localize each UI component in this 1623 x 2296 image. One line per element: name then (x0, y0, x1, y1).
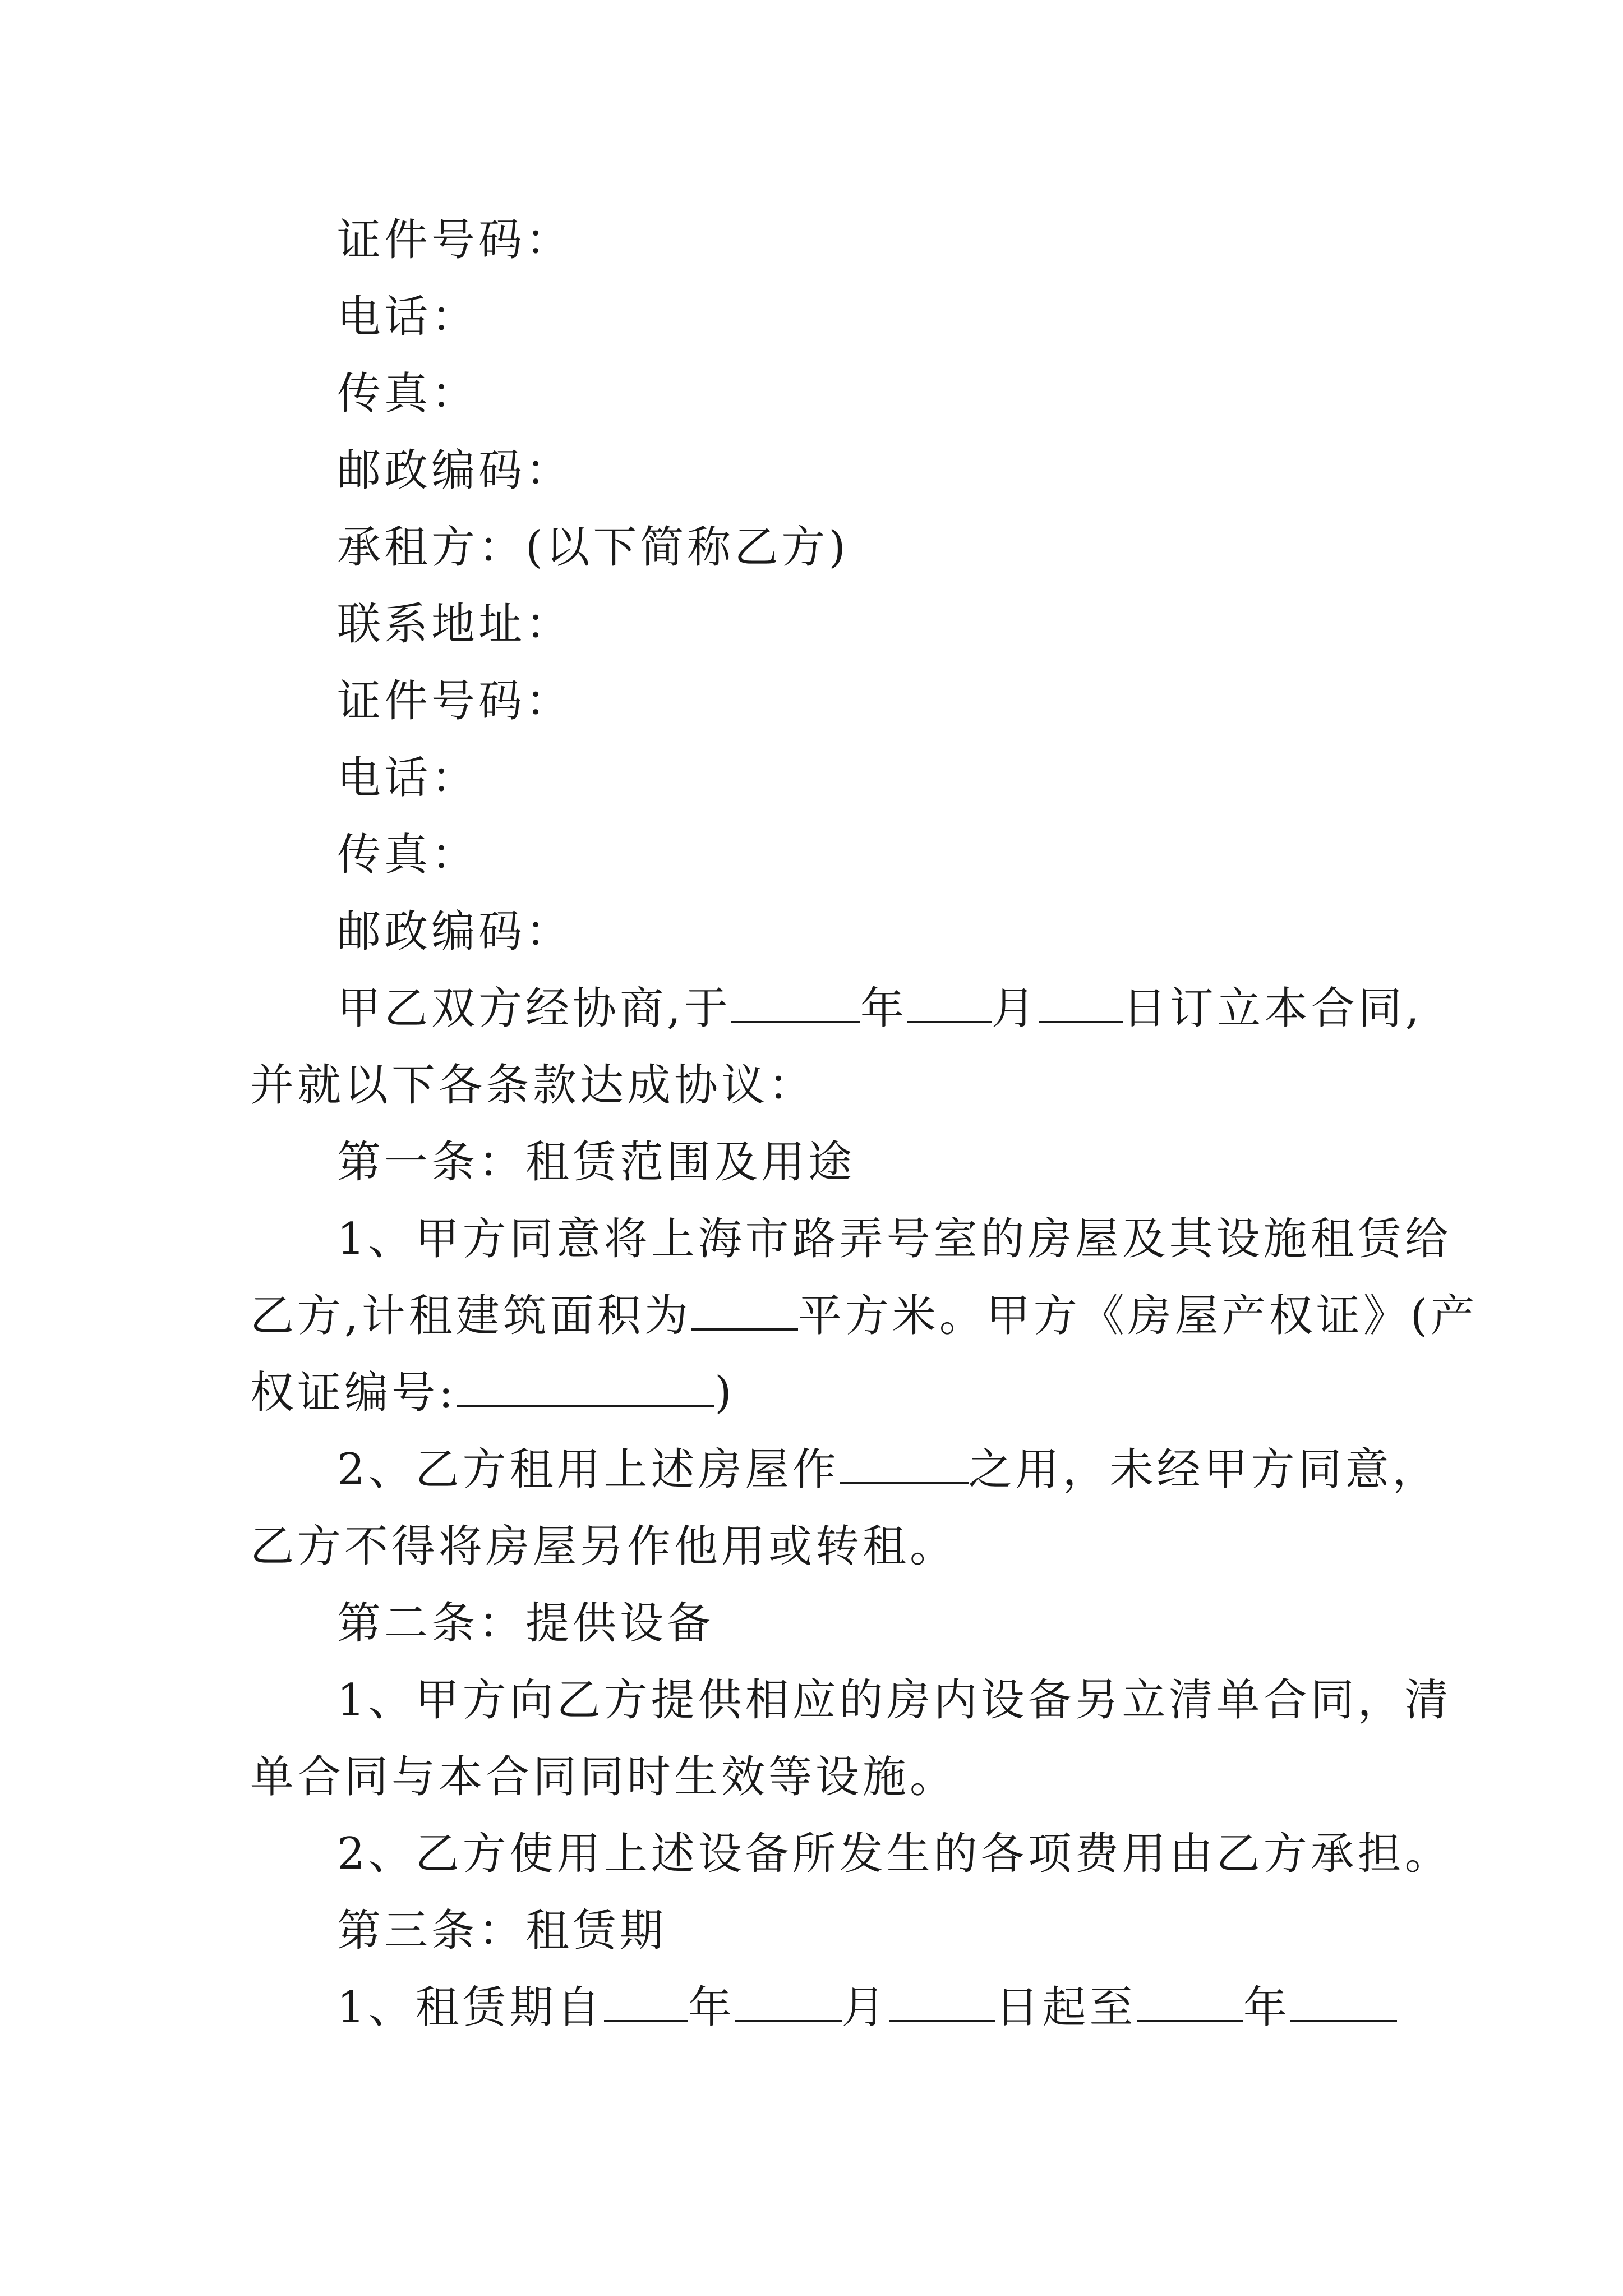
contract-text (250, 202, 1478, 2046)
lessee-address-label: 联系地址： (337, 599, 573, 650)
certificate-number-blank (457, 1366, 714, 1407)
article1-heading: 第一条：租赁范围及用途 (337, 1137, 856, 1188)
article1-certificate-text: 平方米。甲方《房屋产权证》(产 (797, 1291, 1478, 1341)
start-year-blank (604, 1981, 688, 2022)
article2-item1-line2: 单合同与本合同同时生效等设施。 (250, 1752, 957, 1802)
intro-line-2: 并就以下各条款达成协议： (250, 1060, 816, 1111)
start-month-blank (735, 1981, 842, 2022)
lessee-id-number-label: 证件号码： (337, 676, 573, 726)
article1-usage-text-2: 之用，未经甲方同意， (968, 1444, 1440, 1495)
lessor-fax-label: 传真： (337, 369, 479, 419)
start-day-blank (889, 1981, 995, 2022)
article3-heading: 第三条：租赁期 (337, 1906, 667, 1956)
certificate-number-label: 权证编号: (250, 1368, 457, 1418)
article1-item2-line1 (250, 1432, 1440, 1508)
area-blank (691, 1289, 798, 1331)
article1-usage-text: 2、乙方租用上述房屋作 (337, 1444, 840, 1495)
intro-text: 甲乙双方经协商,于 (337, 983, 731, 1034)
intro-month-blank (907, 982, 992, 1023)
article1-item1-line3 (250, 1355, 1383, 1432)
end-month-blank (1290, 1981, 1397, 2022)
certificate-close-paren: ) (714, 1368, 735, 1418)
lessee-fax-label: 传真： (337, 830, 479, 880)
article1-item2-line2: 乙方不得将房屋另作他用或转租。 (250, 1521, 957, 1572)
end-year-label: 年 (1243, 1982, 1290, 2033)
start-month-label: 月 (841, 1982, 889, 2033)
intro-year-blank (731, 982, 860, 1023)
article2-item2: 2、乙方使用上述设备所发生的各项费用由乙方承担。 (337, 1829, 1452, 1879)
lease-period-text: 1、租赁期自 (337, 1982, 604, 2033)
end-year-blank (1137, 1981, 1243, 2022)
lessee-phone-label: 电话： (337, 753, 479, 803)
article1-item1-line1: 1、甲方同意将上海市路弄号室的房屋及其设施租赁给 (337, 1214, 1452, 1264)
start-year-label: 年 (688, 1982, 735, 2033)
article3-item1 (250, 1970, 1383, 2046)
article2-item1-line1: 1、甲方向乙方提供相应的房内设备另立清单合同，清 (337, 1675, 1452, 1726)
intro-day-blank (1039, 982, 1123, 1023)
lessee-postcode-label: 邮政编码： (337, 907, 573, 957)
usage-blank (840, 1443, 969, 1484)
lessor-id-number-label: 证件号码： (337, 215, 573, 265)
intro-line-1 (250, 970, 1423, 1047)
lessor-postcode-label: 邮政编码： (337, 445, 573, 496)
article1-item1-line2 (250, 1278, 1478, 1355)
article2-heading: 第二条：提供设备 (337, 1598, 714, 1649)
lessee-title: 承租方：(以下简称乙方) (337, 522, 849, 573)
start-day-label: 日起至 (995, 1982, 1137, 2033)
intro-month-label: 月 (991, 983, 1039, 1034)
intro-year-label: 年 (860, 983, 907, 1034)
lessor-phone-label: 电话： (337, 292, 479, 342)
article1-area-text: 乙方,计租建筑面积为 (250, 1291, 691, 1341)
intro-day-text: 日订立本合同, (1122, 983, 1423, 1034)
